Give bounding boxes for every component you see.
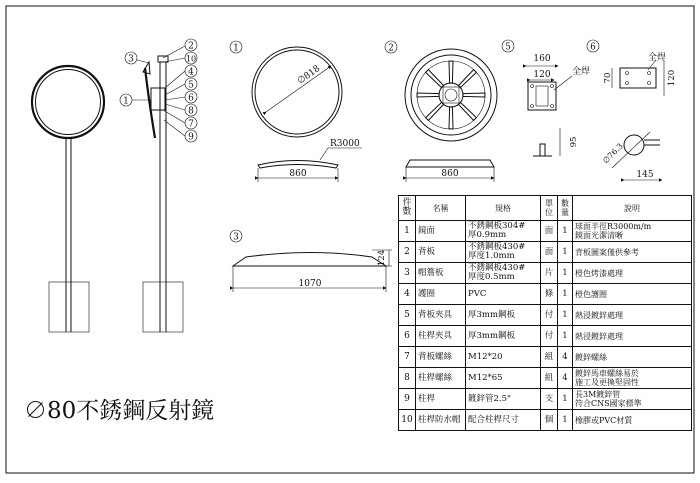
- parts-table-header: [399, 196, 692, 221]
- view-1-mirror: [230, 41, 342, 137]
- cell-note: [573, 389, 692, 410]
- table-row: [399, 242, 692, 263]
- svg-text:9: 9: [188, 132, 194, 143]
- mirror-outer-circle: [252, 47, 342, 137]
- view-2-back-plate: [385, 41, 497, 141]
- cell-note-line: 施工及更換堅固性: [575, 378, 639, 387]
- back-clamp-plate: [443, 87, 459, 103]
- mirror-width-label: 860: [289, 169, 307, 179]
- cell-no: 9: [399, 389, 416, 410]
- parts-table: [398, 195, 692, 431]
- clamp5-side-dim: 95: [569, 136, 579, 148]
- back-spoke: [458, 102, 476, 120]
- cell-name: 帽簷板: [416, 263, 466, 284]
- callout-2: [185, 39, 197, 52]
- cell-qty: 4: [558, 368, 573, 389]
- header-no: 件數: [399, 196, 416, 221]
- table-row: [399, 305, 692, 326]
- table-row: [399, 389, 692, 410]
- callout-5: [185, 78, 197, 91]
- callout-3: [125, 52, 137, 65]
- cell-unit: 片: [541, 263, 558, 284]
- back-spoke: [426, 102, 444, 120]
- cell-spec: [466, 284, 541, 305]
- clamp6-h1-dim: 70: [603, 72, 613, 84]
- cell-name: 護圈: [416, 284, 466, 305]
- cell-qty: 1: [558, 242, 573, 263]
- back-spoke: [417, 93, 439, 97]
- table-row: [399, 221, 692, 242]
- cell-note: [573, 347, 692, 368]
- cell-spec-line: 鍍鋅管2.5": [468, 393, 511, 404]
- cell-qty: 1: [558, 410, 573, 431]
- radius-label: R3000: [330, 139, 360, 149]
- clamp6-h2-dim: 120: [667, 69, 677, 87]
- cell-note: [573, 326, 692, 347]
- cell-unit: 個: [541, 410, 558, 431]
- table-row: [399, 284, 692, 305]
- clamp5-inner-dim: 120: [533, 70, 551, 80]
- cell-spec-line: 配合柱桿尺寸: [468, 414, 520, 425]
- cell-unit: 支: [541, 389, 558, 410]
- cell-note: [573, 242, 692, 263]
- cell-qty: 1: [558, 389, 573, 410]
- view-6-pole-clamp: [587, 40, 677, 180]
- cell-name: 背板螺絲: [416, 347, 466, 368]
- svg-text:10: 10: [185, 54, 197, 64]
- mirror-face: [36, 70, 101, 135]
- cell-spec: [466, 368, 541, 389]
- svg-text:2: 2: [388, 43, 394, 54]
- back-profile: [406, 160, 494, 182]
- header-name: 名稱: [416, 196, 466, 221]
- view-3-hood: [230, 230, 392, 292]
- clamp6-pipe-dim: ∅76.3: [601, 141, 625, 166]
- table-row: [399, 326, 692, 347]
- cell-qty: 1: [558, 305, 573, 326]
- cell-note-line: 鍍鋅馬車螺絲易於: [575, 369, 639, 378]
- cell-qty: 1: [558, 221, 573, 242]
- cell-spec-line: 不銹鋼板430#: [468, 263, 526, 273]
- hood-width-label: 1070: [298, 279, 322, 289]
- cell-spec-line: PVC: [468, 288, 487, 299]
- cell-name: 背板夾具: [416, 305, 466, 326]
- header-spec: 規格: [466, 196, 541, 221]
- clamp-side: [151, 88, 165, 110]
- callout-7: [185, 117, 197, 130]
- clamp6-plate: [620, 68, 656, 88]
- table-row: [399, 368, 692, 389]
- svg-text:2: 2: [188, 41, 194, 52]
- back-spoke: [458, 70, 476, 88]
- cell-note-line: 熱浸鍍鋅處理: [575, 310, 623, 320]
- clamp6-pipe: [624, 135, 644, 155]
- cell-spec: [466, 389, 541, 410]
- cell-spec-line: 不銹鋼板304#: [468, 221, 526, 231]
- cell-spec-line: 不銹鋼板430#: [468, 242, 526, 252]
- cell-name: 柱桿防水帽: [416, 410, 466, 431]
- cell-no: 2: [399, 242, 416, 263]
- cell-note-line: 符合CNS國家標準: [575, 399, 642, 408]
- header-note: 說明: [573, 196, 692, 221]
- cell-qty: 1: [558, 326, 573, 347]
- cell-note-line: 鏡面光潔清晰: [575, 231, 623, 240]
- cell-spec-line: M12*65: [468, 372, 503, 383]
- back-width-label: 860: [441, 169, 459, 179]
- cell-unit: 組: [541, 347, 558, 368]
- svg-text:6: 6: [590, 42, 596, 53]
- cell-qty: 1: [558, 284, 573, 305]
- view-5-back-clamp: [502, 40, 590, 156]
- cell-qty: 4: [558, 347, 573, 368]
- cell-no: 10: [399, 410, 416, 431]
- cell-name: 背板: [416, 242, 466, 263]
- cell-spec: [466, 326, 541, 347]
- cell-qty: 1: [558, 263, 573, 284]
- cell-name: 鏡面: [416, 221, 466, 242]
- parts-table-body: [399, 221, 692, 431]
- table-row: [399, 263, 692, 284]
- cell-note-line: 熱浸鍍鋅處理: [575, 331, 623, 341]
- svg-text:8: 8: [188, 106, 194, 117]
- table-row: [399, 410, 692, 431]
- cell-unit: 組: [541, 368, 558, 389]
- svg-text:4: 4: [188, 67, 194, 78]
- cell-name: 柱桿夾具: [416, 326, 466, 347]
- svg-text:5: 5: [188, 80, 194, 91]
- callout-10: [185, 52, 197, 64]
- cell-no: 5: [399, 305, 416, 326]
- back-spokes: [417, 61, 485, 129]
- mirror-rim: [32, 66, 104, 138]
- svg-text:3: 3: [128, 54, 134, 65]
- cell-note-line: 橙色烤漆處理: [575, 268, 623, 278]
- cell-note: [573, 305, 692, 326]
- cell-note: [573, 284, 692, 305]
- cell-note-line: 橡膠或PVC材質: [575, 415, 633, 425]
- cell-spec-line: M12*20: [468, 351, 503, 362]
- back-spoke: [463, 93, 485, 97]
- diameter-dimension: [266, 63, 331, 112]
- svg-text:1: 1: [123, 96, 129, 107]
- cell-note: [573, 263, 692, 284]
- back-spoke: [449, 61, 453, 83]
- cell-no: 8: [399, 368, 416, 389]
- callout-1: [120, 94, 132, 107]
- mirror-profile: [258, 139, 362, 182]
- callout-4: [185, 65, 197, 78]
- clamp6-len-dim: 145: [636, 170, 654, 180]
- cell-no: 6: [399, 326, 416, 347]
- front-view-assembly: [32, 66, 104, 332]
- clamp5-weld-label: 全焊: [572, 67, 591, 77]
- cell-no: 7: [399, 347, 416, 368]
- back-outer-circle: [405, 49, 497, 141]
- clamp5-top-dim: 160: [533, 54, 551, 64]
- cell-unit: 付: [541, 305, 558, 326]
- header-unit: 單位: [541, 196, 558, 221]
- cell-note-line: 鍍鋅螺絲: [575, 352, 607, 362]
- back-spoke: [449, 107, 453, 129]
- cell-note-line: 球面半徑R3000m/m: [575, 222, 652, 231]
- mirror-side-profile: [145, 68, 155, 138]
- cell-note: [573, 221, 692, 242]
- cell-spec: [466, 410, 541, 431]
- cell-unit: 條: [541, 284, 558, 305]
- clamp6-weld-label: 全焊: [648, 53, 667, 63]
- side-view-assembly: [120, 39, 197, 332]
- callout-6: [185, 91, 197, 104]
- pole-cap: [158, 56, 168, 62]
- cell-name: 柱桿: [416, 389, 466, 410]
- svg-text:7: 7: [188, 119, 194, 130]
- cell-no: 4: [399, 284, 416, 305]
- cell-spec: [466, 347, 541, 368]
- cell-note-line: 橙色護圈: [575, 289, 607, 299]
- cell-spec: [466, 263, 541, 284]
- header-qty: 數量: [558, 196, 573, 221]
- svg-text:6: 6: [188, 93, 194, 104]
- cell-spec-line: 厚0.9mm: [468, 230, 507, 240]
- cell-note-line: 長3M鍍鋅管: [575, 390, 621, 399]
- cell-spec: [466, 305, 541, 326]
- cell-note-line: 背板圖案僅供參考: [575, 247, 639, 257]
- hood-profile: [233, 253, 386, 267]
- callout-8: [185, 104, 197, 117]
- table-row: [399, 347, 692, 368]
- cell-unit: 面: [541, 242, 558, 263]
- svg-text:1: 1: [233, 43, 239, 54]
- cell-no: 1: [399, 221, 416, 242]
- foundation-front: [49, 282, 89, 332]
- svg-text:5: 5: [505, 42, 511, 53]
- callout-9: [185, 130, 197, 143]
- cell-spec-line: 厚度0.5mm: [468, 272, 515, 282]
- cell-spec: [466, 242, 541, 263]
- foundation-side: [143, 282, 183, 332]
- hood-height-label: 124: [377, 249, 387, 267]
- cell-note: [573, 410, 692, 431]
- cell-spec: [466, 221, 541, 242]
- diameter-label: ∅818: [295, 63, 323, 87]
- cell-unit: 付: [541, 326, 558, 347]
- drawing-title: ∅80不銹鋼反射鏡: [24, 398, 215, 424]
- cell-spec-line: 厚度1.0mm: [468, 251, 515, 261]
- cell-no: 3: [399, 263, 416, 284]
- cell-spec-line: 厚3mm鋼板: [468, 309, 516, 320]
- back-spoke: [426, 70, 444, 88]
- svg-text:3: 3: [233, 232, 239, 243]
- cell-unit: 面: [541, 221, 558, 242]
- cell-spec-line: 厚3mm鋼板: [468, 330, 516, 341]
- cell-note: [573, 368, 692, 389]
- cell-name: 柱桿螺絲: [416, 368, 466, 389]
- mirror-inner-circle: [255, 50, 339, 134]
